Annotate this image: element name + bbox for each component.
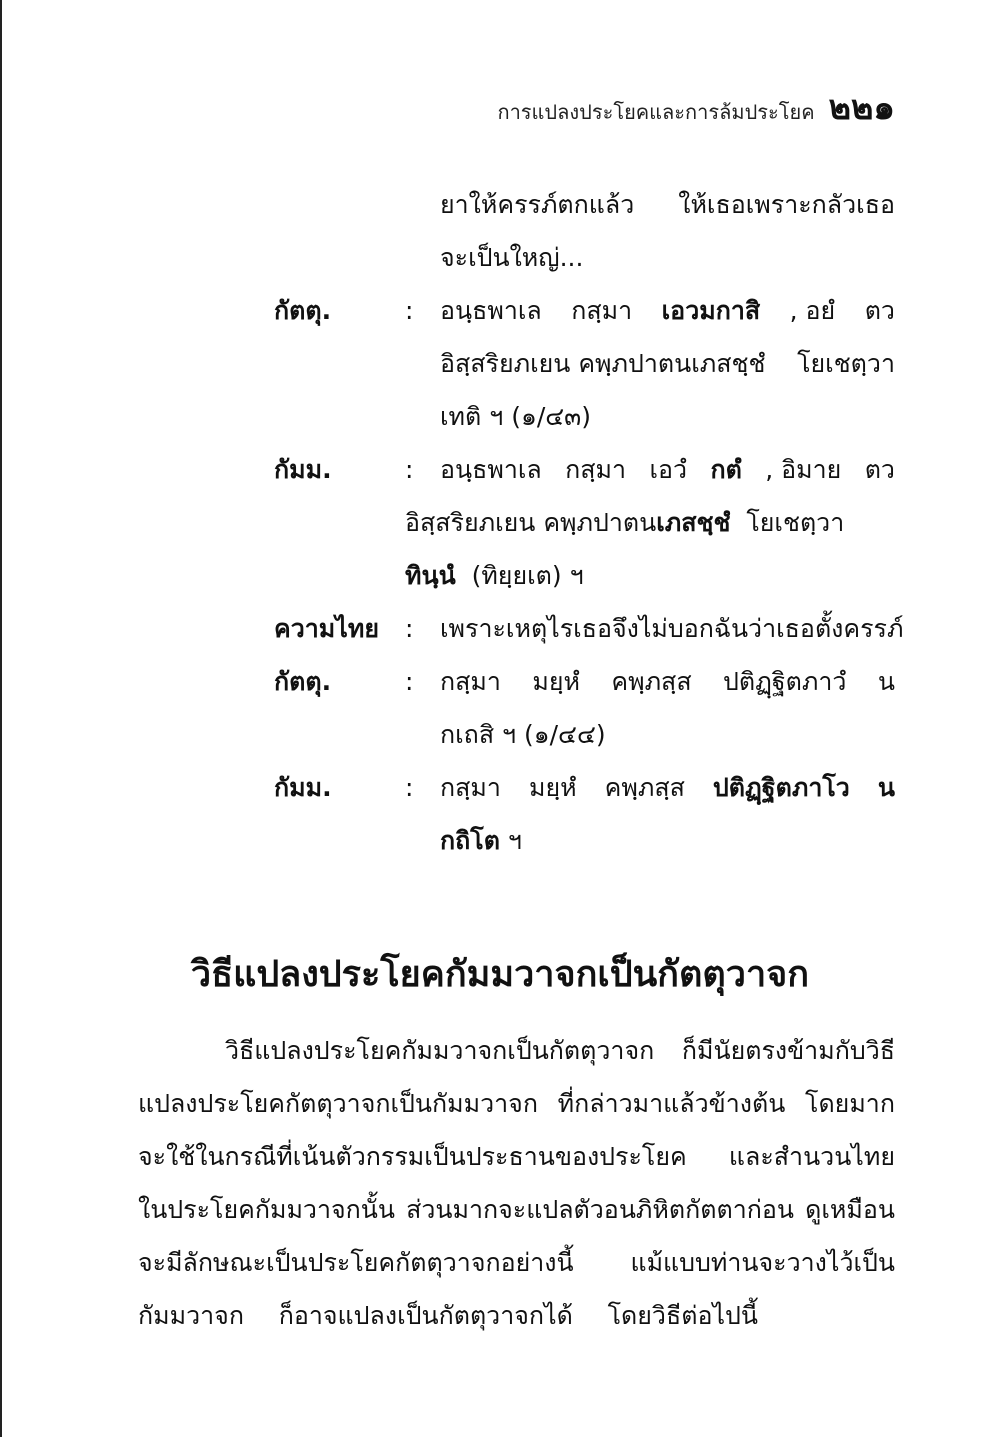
section-heading: วิธีแปลงประโยคกัมมวาจกเป็นกัตตุวาจก	[190, 954, 810, 995]
paragraph-line: กัมมวาจก ก็อาจแปลงเป็นกัตตุวาจกได้ โดยวิธีต่อไปนี้	[138, 1301, 758, 1330]
running-header	[497, 80, 895, 134]
entry-text-line: อิสฺสริยภเยน คพฺภปาตนเภสชฺชํ โยเชตฺวา	[405, 508, 845, 537]
entry-colon: :	[405, 667, 414, 696]
paragraph-line: จะใช้ในกรณีที่เน้นตัวกรรมเป็นประธานของประโยค และสำนวนไทย	[138, 1142, 895, 1171]
entry-text-line: ทินฺนํ (ทิยฺยเต) ฯ	[405, 561, 584, 590]
entry-label: กัตตุ.	[274, 296, 332, 325]
entry-label: กัมม.	[274, 773, 332, 802]
entry-text-line: เพราะเหตุไรเธอจึงไม่บอกฉันว่าเธอตั้งครรภ์	[440, 614, 904, 643]
entry-text-line: กสฺมา มยฺหํ คพฺภสฺส ปติฏฺฐิตภาโว น	[440, 773, 895, 802]
page-edge-line	[0, 0, 2, 1437]
entry-text-line: กเถสิ ฯ (๑/๔๔)	[440, 720, 606, 749]
header-title: การแปลงประโยคและการล้มประโยค	[497, 100, 815, 124]
page-number: ๒๒๑	[828, 88, 895, 128]
entry-label: กัตตุ.	[274, 667, 332, 696]
entry-label: กัมม.	[274, 455, 332, 484]
entry-text-line: กสฺมา มยฺหํ คพฺภสฺส ปติฏฺฐิตภาวํ น	[440, 667, 895, 696]
continuation-line-2: จะเป็นใหญ่...	[440, 243, 584, 272]
entry-text-line: อิสฺสริยภเยน คพฺภปาตนเภสชฺชํ โยเชตฺวา	[440, 349, 895, 378]
paragraph-line: วิธีแปลงประโยคกัมมวาจกเป็นกัตตุวาจก ก็มีนัยตรงข้ามกับวิธี	[225, 1036, 895, 1065]
entry-text-line: เทติ ฯ (๑/๔๓)	[440, 402, 592, 431]
entry-label: ความไทย	[274, 614, 379, 643]
entry-colon: :	[405, 296, 414, 325]
continuation-line-1: ยาให้ครรภ์ตกแล้ว ให้เธอเพราะกลัวเธอ	[440, 190, 895, 219]
paragraph-line: แปลงประโยคกัตตุวาจกเป็นกัมมวาจก ที่กล่าวมาแล้วข้างต้น โดยมาก	[138, 1089, 895, 1118]
paragraph-line: ในประโยคกัมมวาจกนั้น ส่วนมากจะแปลตัวอนภิหิตกัตตาก่อน ดูเหมือน	[138, 1195, 895, 1224]
entry-colon: :	[405, 773, 414, 802]
entry-colon: :	[405, 455, 414, 484]
paragraph-line: จะมีลักษณะเป็นประโยคกัตตุวาจกอย่างนี้ แม้แบบท่านจะวางไว้เป็น	[138, 1248, 895, 1277]
entry-text-line: อนฺธพาเล กสฺมา เอวมกาสิ , อยํ ตว	[440, 296, 895, 325]
entry-text-line: อนฺธพาเล กสฺมา เอวํ กตํ , อิมาย ตว	[440, 455, 895, 484]
entry-text-line: กถิโต ฯ	[440, 826, 522, 855]
entry-colon: :	[405, 614, 414, 643]
